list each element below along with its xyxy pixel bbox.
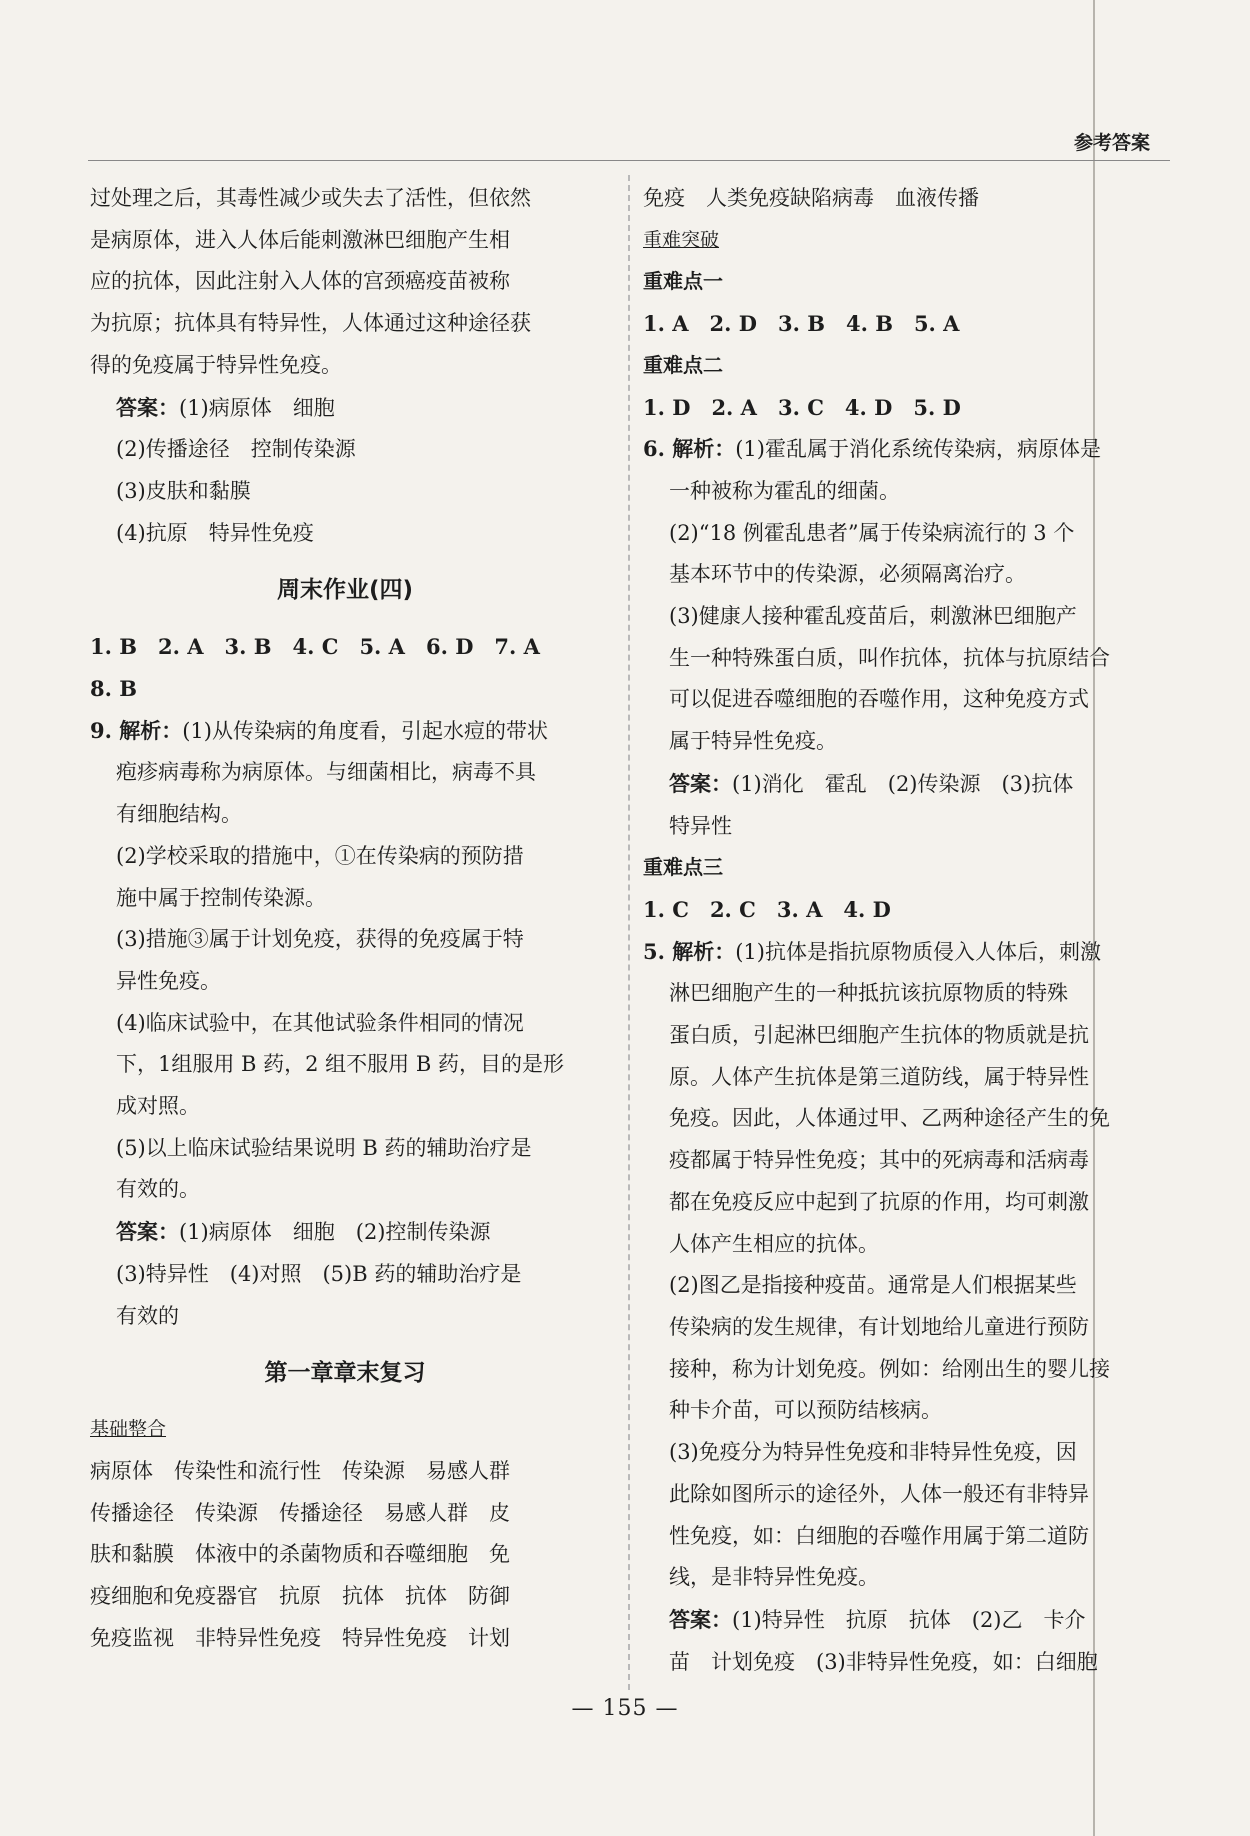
text-line: (3)特异性 (4)对照 (5)B 药的辅助治疗是 (116, 1261, 522, 1286)
key-point-heading: 重难点二 (643, 352, 723, 377)
text-line: 免疫监视 非特异性免疫 特异性免疫 计划 (90, 1625, 510, 1650)
header-rule (88, 160, 1170, 161)
analysis-label: 6. 解析： (643, 436, 736, 462)
text-line: 蛋白质，引起淋巴细胞产生抗体的物质就是抗 (669, 1023, 1089, 1048)
text-line: 肤和黏膜 体液中的杀菌物质和吞噬细胞 免 (90, 1542, 510, 1567)
column-divider (628, 175, 630, 1690)
text-line: 苗 计划免疫 (3)非特异性免疫，如：白细胞 (669, 1649, 1098, 1674)
section-title-weekend-homework: 周末作业(四) (276, 577, 414, 604)
text-line: 为抗原；抗体具有特异性，人体通过这种途径获 (90, 311, 531, 336)
text-line: (5)以上临床试验结果说明 B 药的辅助治疗是 (116, 1135, 532, 1160)
right-column (643, 178, 1148, 1683)
answer-line (643, 763, 1148, 806)
answer-key-line: 1. A 2. D 3. B 4. B 5. A (643, 311, 960, 337)
analysis-text: (1)抗体是指抗原物质侵入人体后，刺激 (735, 939, 1101, 964)
text-line: 病原体 传染性和流行性 传染源 易感人群 (90, 1458, 510, 1483)
text-line: 可以促进吞噬细胞的吞噬作用，这种免疫方式 (669, 687, 1089, 712)
answer-line (90, 387, 600, 430)
text-line: 过处理之后，其毒性减少或失去了活性，但依然 (90, 186, 531, 210)
text-line: 疱疹病毒称为病原体。与细菌相比，病毒不具 (116, 760, 536, 785)
analysis-text: (1)从传染病的角度看，引起水痘的带状 (182, 718, 548, 743)
text-line: (3)免疫分为特异性免疫和非特异性免疫，因 (669, 1440, 1077, 1465)
text-line: 异性免疫。 (116, 968, 221, 993)
answer-text: (1)特异性 抗原 抗体 (2)乙 卡介 (732, 1607, 1086, 1632)
text-line: 疫细胞和免疫器官 抗原 抗体 抗体 防御 (90, 1584, 510, 1609)
text-line: (2)传播途径 控制传染源 (116, 437, 356, 462)
text-line: (3)皮肤和黏膜 (116, 478, 251, 503)
text-line: 种卡介苗，可以预防结核病。 (669, 1398, 942, 1423)
analysis-line (643, 931, 1148, 974)
section-title-chapter-review: 第一章章末复习 (264, 1360, 426, 1387)
text-line: 基本环节中的传染源，必须隔离治疗。 (669, 562, 1026, 587)
text-line: 有效的 (116, 1303, 179, 1328)
key-point-heading: 重难点三 (643, 855, 723, 880)
text-line: 人体产生相应的抗体。 (669, 1231, 879, 1256)
text-line: (4)抗原 特异性免疫 (116, 520, 314, 545)
text-line: 性免疫，如：白细胞的吞噬作用属于第二道防 (669, 1523, 1089, 1548)
answer-label: 答案： (116, 1219, 179, 1245)
text-line: 淋巴细胞产生的一种抵抗该抗原物质的特殊 (669, 981, 1068, 1006)
text-line: 都在免疫反应中起到了抗原的作用，均可刺激 (669, 1189, 1089, 1214)
text-line: 传染病的发生规律，有计划地给儿童进行预防 (669, 1314, 1089, 1339)
text-line: (3)措施③属于计划免疫，获得的免疫属于特 (116, 927, 524, 952)
analysis-label: 5. 解析： (643, 938, 736, 964)
text-line: 得的免疫属于特异性免疫。 (90, 352, 342, 377)
text-line: 特异性 (669, 813, 732, 838)
text-line: 属于特异性免疫。 (669, 729, 837, 754)
text-line: 有效的。 (116, 1177, 200, 1202)
answer-line (643, 1599, 1148, 1642)
text-line: 施中属于控制传染源。 (116, 885, 326, 910)
page-number: — 155 — (571, 1696, 679, 1721)
text-line: 应的抗体，因此注射入人体的宫颈癌疫苗被称 (90, 269, 510, 294)
text-line: 原。人体产生抗体是第三道防线，属于特异性 (669, 1064, 1089, 1089)
answer-key-line: 1. D 2. A 3. C 4. D 5. D (643, 394, 961, 420)
answer-key-line: 1. B 2. A 3. B 4. C 5. A 6. D 7. A (90, 634, 540, 660)
text-line: (2)“18 例霍乱患者”属于传染病流行的 3 个 (669, 520, 1075, 545)
text-line: (3)健康人接种霍乱疫苗后，刺激淋巴细胞产 (669, 604, 1077, 629)
text-line: 接种，称为计划免疫。例如：给刚出生的婴儿接 (669, 1356, 1110, 1381)
analysis-text: (1)霍乱属于消化系统传染病，病原体是 (735, 437, 1101, 462)
answer-text: (1)消化 霍乱 (2)传染源 (3)抗体 (732, 771, 1074, 796)
text-line: (4)临床试验中，在其他试验条件相同的情况 (116, 1010, 524, 1035)
answer-key-line: 1. C 2. C 3. A 4. D (643, 896, 891, 922)
answer-label: 答案： (669, 770, 732, 796)
analysis-label: 9. 解析： (90, 717, 183, 743)
left-column (90, 178, 600, 1660)
header-title: 参考答案 (1073, 132, 1150, 154)
answer-key-line: 8. B (90, 676, 137, 702)
text-line: 免疫。因此，人体通过甲、乙两种途径产生的免 (669, 1106, 1110, 1131)
analysis-line (643, 428, 1148, 471)
answer-line (90, 1211, 600, 1254)
text-line: 下，1组服用 B 药，2 组不服用 B 药，目的是形 (116, 1052, 564, 1077)
text-line: 是病原体，进入人体后能刺激淋巴细胞产生相 (90, 227, 510, 252)
text-line: 有细胞结构。 (116, 802, 242, 827)
text-line: 成对照。 (116, 1094, 200, 1119)
text-line: 此除如图所示的途径外，人体一般还有非特异 (669, 1481, 1089, 1506)
text-line: (2)学校采取的措施中，①在传染病的预防措 (116, 843, 524, 868)
answer-text: (1)病原体 细胞 (2)控制传染源 (179, 1220, 491, 1245)
text-line: 线，是非特异性免疫。 (669, 1565, 879, 1590)
key-point-heading: 重难点一 (643, 269, 723, 294)
answer-label: 答案： (116, 394, 179, 420)
answer-text: (1)病原体 细胞 (179, 395, 335, 420)
subsection-label: 基础整合 (90, 1418, 167, 1441)
text-line: 免疫 人类免疫缺陷病毒 血液传播 (643, 186, 979, 210)
text-line: 传播途径 传染源 传播途径 易感人群 皮 (90, 1500, 510, 1525)
analysis-line (90, 710, 600, 753)
subsection-label: 重难突破 (643, 228, 720, 251)
text-line: 一种被称为霍乱的细菌。 (669, 478, 900, 503)
text-line: 疫都属于特异性免疫；其中的死病毒和活病毒 (669, 1148, 1089, 1173)
text-line: (2)图乙是指接种疫苗。通常是人们根据某些 (669, 1273, 1077, 1298)
answer-label: 答案： (669, 1606, 732, 1632)
text-line: 生一种特殊蛋白质，叫作抗体，抗体与抗原结合 (669, 645, 1110, 670)
